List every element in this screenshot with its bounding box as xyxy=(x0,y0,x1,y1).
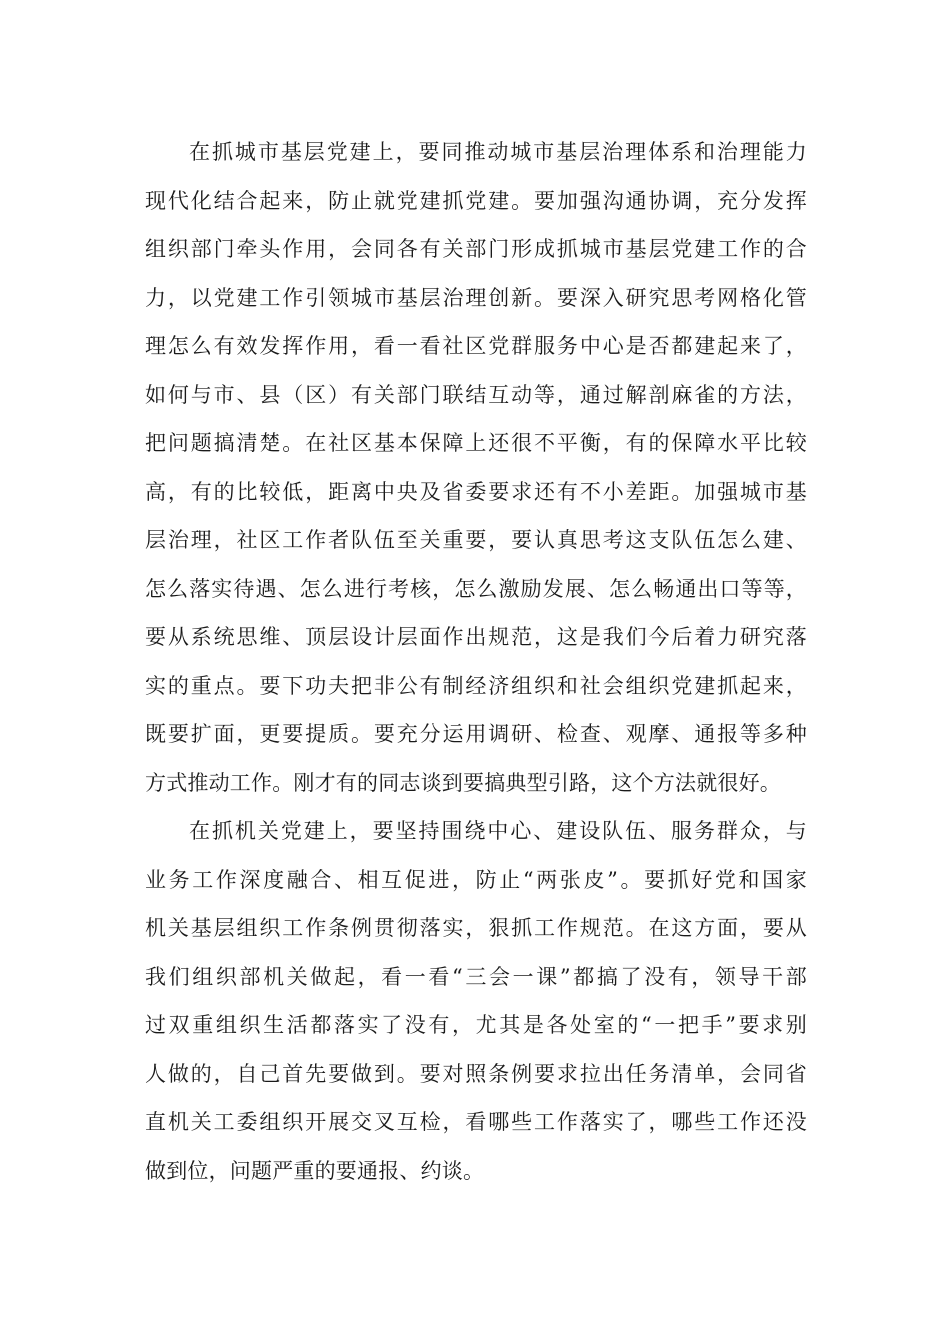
text-line: 现代化结合起来，防止就党建抓党建。要加强沟通协调，充分发挥 xyxy=(145,188,807,213)
text-line: 直机关工委组织开展交叉互检，看哪些工作落实了，哪些工作还没 xyxy=(145,1110,807,1134)
text-line: 实的重点。要下功夫把非公有制经济组织和社会组织党建抓起来， xyxy=(145,673,807,698)
document-body xyxy=(145,128,807,1195)
text-line: 我们组织部机关做起，看一看“三会一课”都搞了没有，领导干部 xyxy=(145,964,807,989)
text-line: 把问题搞清楚。在社区基本保障上还很不平衡，有的保障水平比较 xyxy=(145,431,807,455)
paragraph-urban-party-building xyxy=(145,128,807,807)
text-line: 做到位，问题严重的要通报、约谈。 xyxy=(145,1158,485,1183)
text-line: 机关基层组织工作条例贯彻落实，狠抓工作规范。在这方面，要从 xyxy=(145,916,807,940)
text-line: 在抓城市基层党建上，要同推动城市基层治理体系和治理能力 xyxy=(189,140,807,164)
text-line: 过双重组织生活都落实了没有，尤其是各处室的“一把手”要求别 xyxy=(145,1013,807,1037)
text-line: 怎么落实待遇、怎么进行考核，怎么激励发展、怎么畅通出口等等， xyxy=(145,576,807,601)
text-line: 在抓机关党建上，要坚持围绕中心、建设队伍、服务群众，与 xyxy=(189,819,807,843)
text-line: 人做的，自己首先要做到。要对照条例要求拉出任务清单，会同省 xyxy=(145,1061,807,1086)
text-line: 既要扩面，更要提质。要充分运用调研、检查、观摩、通报等多种 xyxy=(145,722,807,746)
text-line: 要从系统思维、顶层设计层面作出规范，这是我们今后着力研究落 xyxy=(145,625,807,649)
text-line: 如何与市、县（区）有关部门联结互动等，通过解剖麻雀的方法， xyxy=(145,382,807,407)
text-line: 业务工作深度融合、相互促进，防止“两张皮”。要抓好党和国家 xyxy=(145,867,807,892)
text-line: 层治理，社区工作者队伍至关重要，要认真思考这支队伍怎么建、 xyxy=(145,528,807,552)
text-line: 理怎么有效发挥作用，看一看社区党群服务中心是否都建起来了， xyxy=(145,334,807,358)
text-line: 组织部门牵头作用，会同各有关部门形成抓城市基层党建工作的合 xyxy=(145,237,807,261)
text-line: 力，以党建工作引领城市基层治理创新。要深入研究思考网格化管 xyxy=(145,285,807,310)
text-line: 方式推动工作。刚才有的同志谈到要搞典型引路，这个方法就很好。 xyxy=(145,770,781,795)
text-line: 高，有的比较低，距离中央及省委要求还有不小差距。加强城市基 xyxy=(145,479,807,504)
paragraph-agency-party-building xyxy=(145,807,807,1195)
